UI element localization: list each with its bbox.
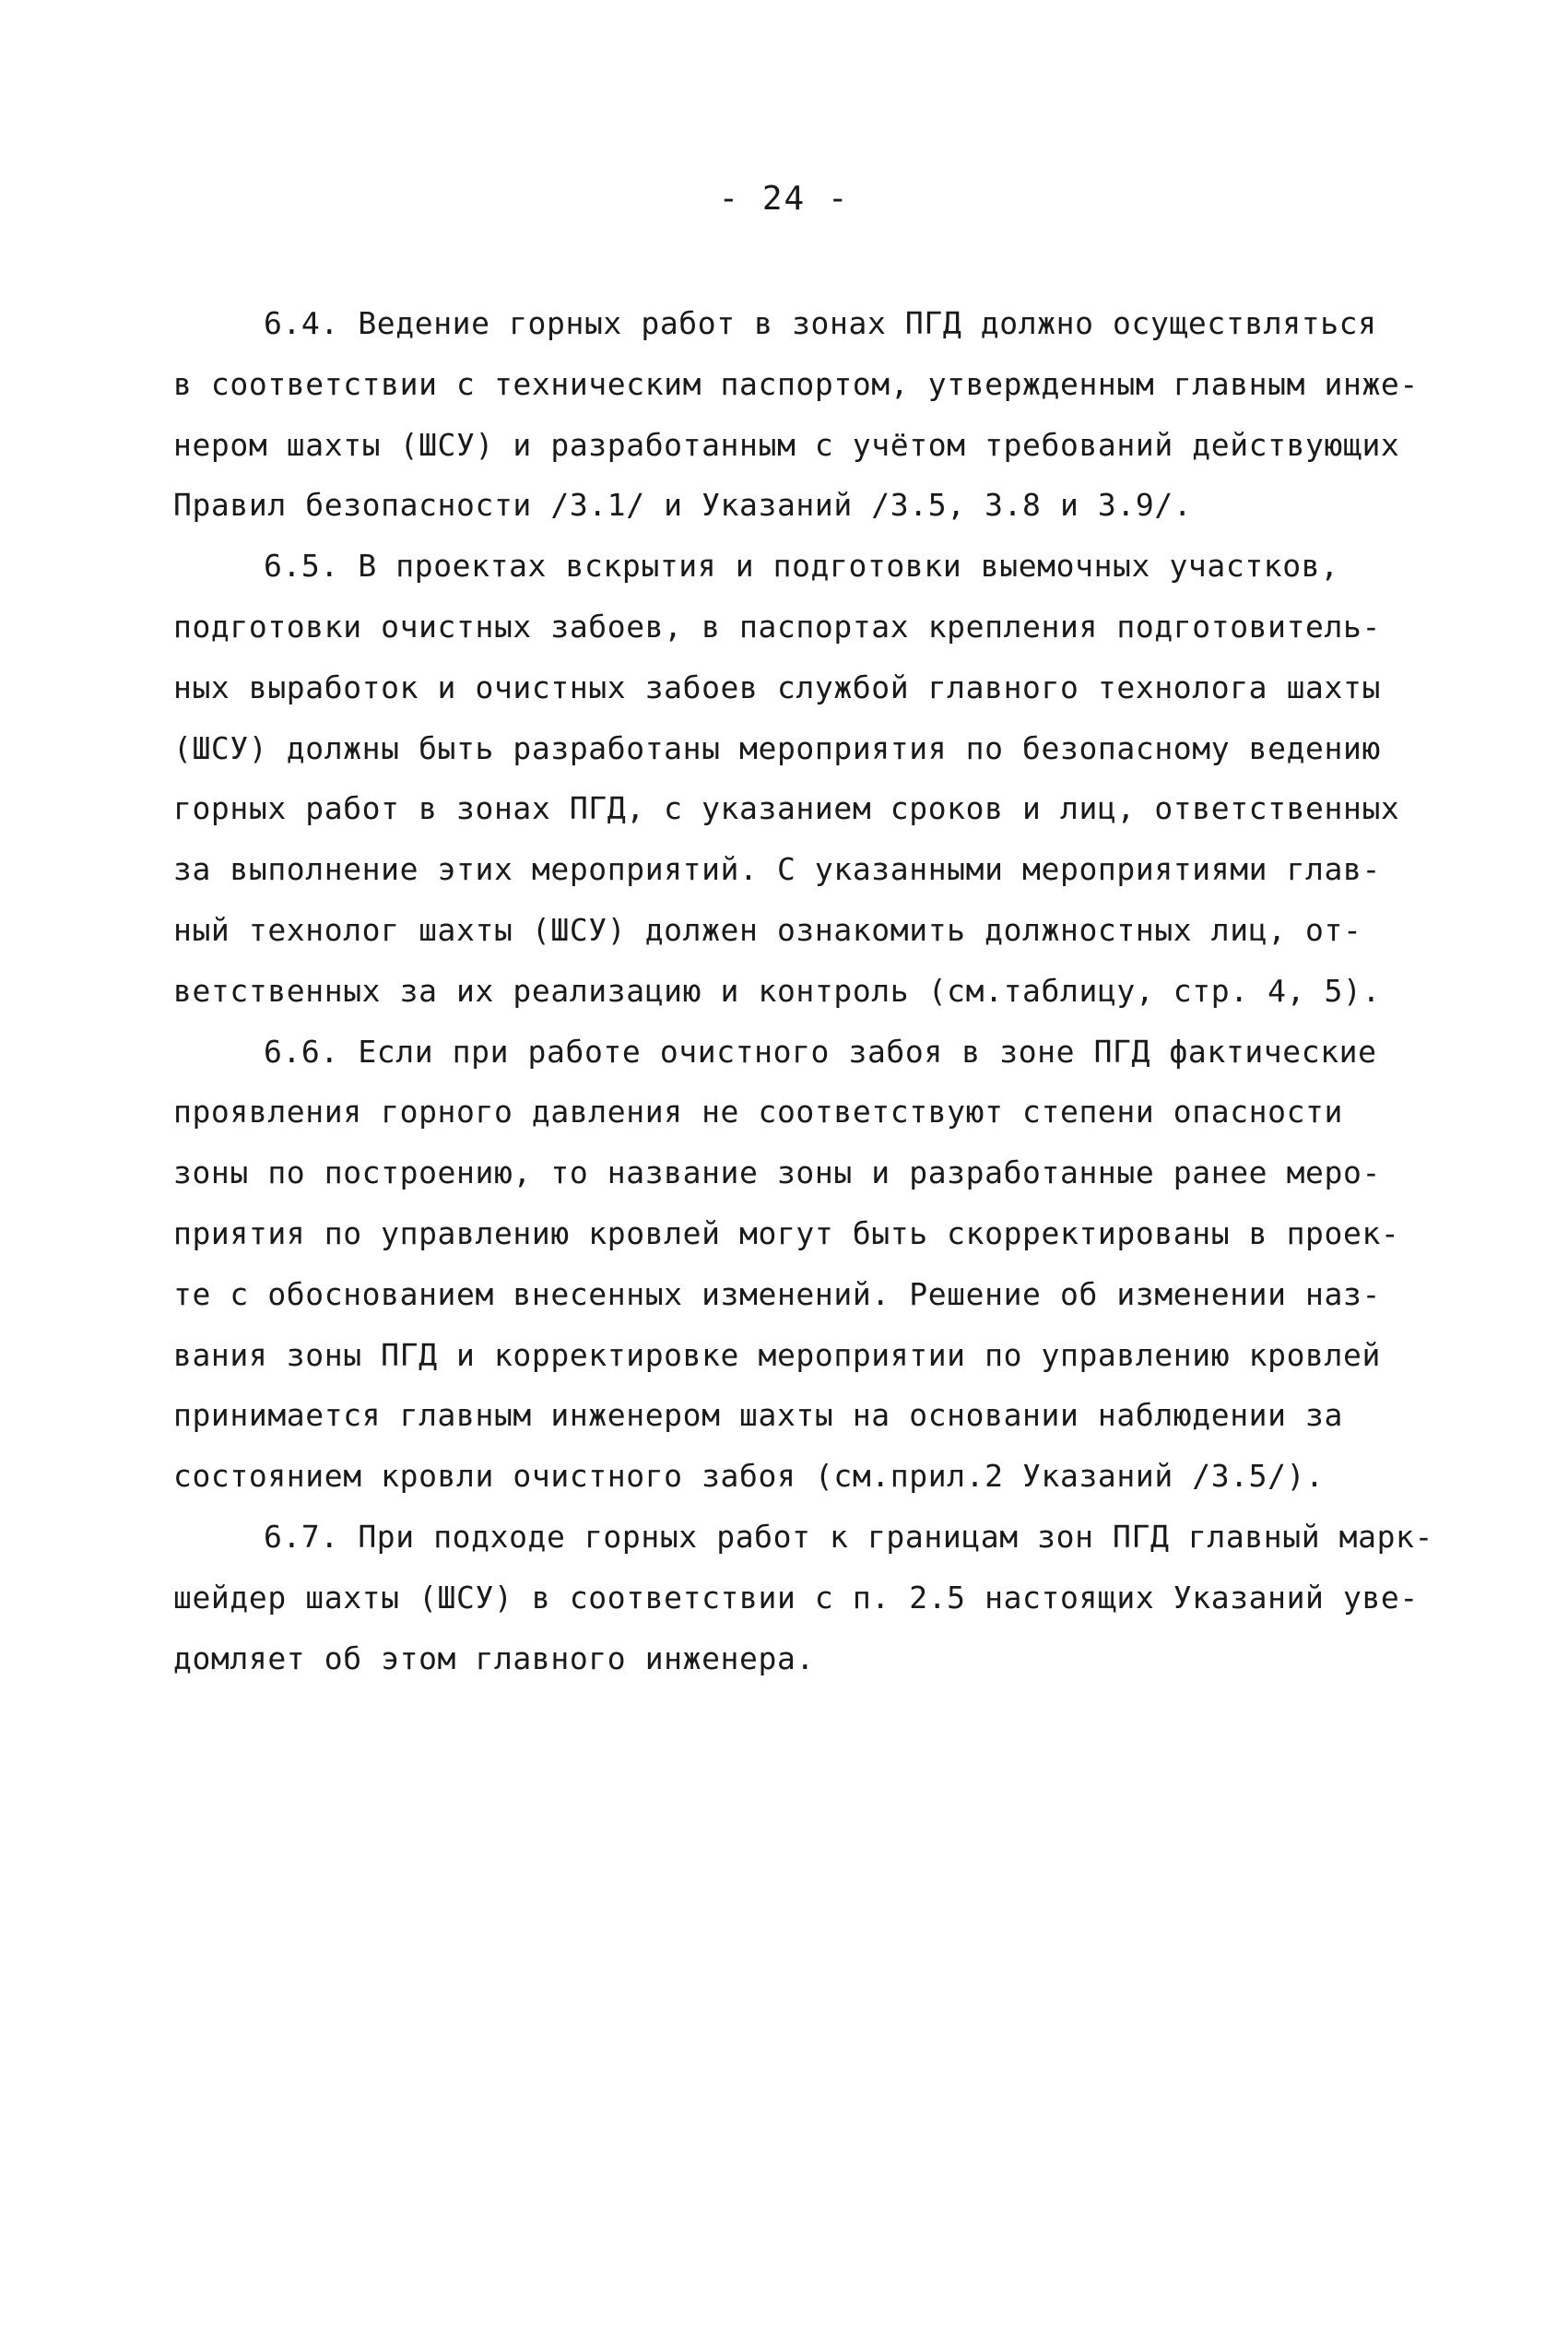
paragraph-6-6-line: приятия по управлению кровлей могут быть скорректированы в проек- bbox=[173, 1214, 1400, 1251]
paragraph-6-5-line: за выполнение этих мероприятий. С указанными мероприятиями глав- bbox=[173, 851, 1381, 888]
paragraph-6-6-line: проявления горного давления не соответствуют степени опасности bbox=[173, 1094, 1343, 1130]
paragraph-6-6-line: зоны по построению, то название зоны и разработанные ранее меро- bbox=[173, 1154, 1381, 1191]
paragraph-6-5-line: подготовки очистных забоев, в паспортах крепления подготовитель- bbox=[173, 608, 1381, 645]
paragraph-6-7-line: домляет об этом главного инженера. bbox=[173, 1640, 815, 1676]
paragraph-6-5-line: ных выработок и очистных забоев службой главного технолога шахты bbox=[173, 669, 1381, 705]
paragraph-6-5-line: (ШСУ) должны быть разработаны мероприятия по безопасному ведению bbox=[173, 729, 1381, 766]
paragraph-6-7-line: шейдер шахты (ШСУ) в соответствии с п. 2.5 настоящих Указаний уве- bbox=[173, 1579, 1419, 1616]
paragraph-6-5-line: ный технолог шахты (ШСУ) должен ознакомить должностных лиц, от- bbox=[173, 911, 1362, 948]
paragraph-6-6-line: вания зоны ПГД и корректировке мероприятии по управлению кровлей bbox=[173, 1336, 1381, 1373]
paragraph-6-6-line: те с обоснованием внесенных изменений. Решение об изменении наз- bbox=[173, 1275, 1381, 1312]
paragraph-6-7-line: 6.7. При подходе горных работ к границам зон ПГД главный марк- bbox=[264, 1518, 1433, 1555]
paragraph-6-4-line: 6.4. Ведение горных работ в зонах ПГД должно осуществляться bbox=[264, 305, 1377, 341]
paragraph-6-6-line: принимается главным инженером шахты на основании наблюдении за bbox=[173, 1397, 1343, 1434]
paragraph-6-5-line: 6.5. В проектах вскрытия и подготовки выемочных участков, bbox=[264, 548, 1339, 585]
paragraph-6-5-line: горных работ в зонах ПГД, с указанием сроков и лиц, ответственных bbox=[173, 790, 1400, 827]
paragraph-6-6-line: состоянием кровли очистного забоя (см.прил.2 Указаний /3.5/). bbox=[173, 1458, 1325, 1495]
paragraph-6-4-line: в соответствии с техническим паспортом, утвержденным главным инже- bbox=[173, 365, 1419, 402]
paragraph-6-6-line: 6.6. Если при работе очистного забоя в зоне ПГД фактические bbox=[264, 1033, 1377, 1070]
page-number: - 24 - bbox=[718, 180, 850, 218]
paragraph-6-4-line: Правил безопасности /3.1/ и Указаний /3.5, 3.8 и 3.9/. bbox=[173, 487, 1193, 524]
paragraph-6-4-line: нером шахты (ШСУ) и разработанным с учётом требований действующих bbox=[173, 426, 1400, 463]
body-text bbox=[173, 293, 1464, 1688]
paragraph-6-5-line: ветственных за их реализацию и контроль (см.таблицу, стр. 4, 5). bbox=[173, 972, 1381, 1009]
